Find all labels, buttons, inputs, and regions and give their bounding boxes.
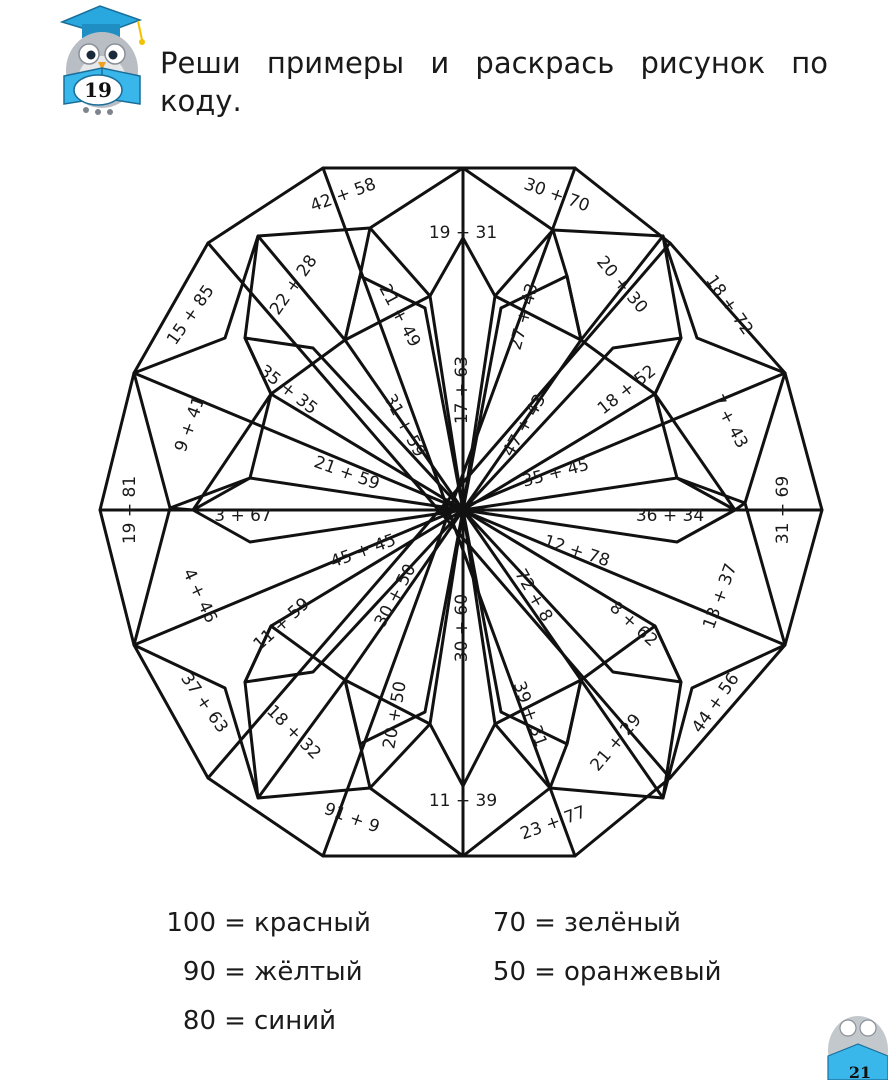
expression-cell: 30 + 50 <box>370 560 421 631</box>
corner-owl-icon <box>814 998 888 1080</box>
expression-cell: 36 + 34 <box>635 506 705 526</box>
legend-item-red <box>160 908 371 938</box>
expression-cell: 30 + 70 <box>521 174 593 217</box>
legend-equals: = <box>534 908 556 938</box>
page-header <box>0 0 888 140</box>
expression-cell: 20 + 50 <box>379 679 411 751</box>
legend-equals: = <box>224 908 246 938</box>
expression-cell: 19 + 81 <box>120 475 140 545</box>
expression-cell: 4 + 46 <box>178 565 221 627</box>
expression-cell: 21 + 59 <box>311 452 383 495</box>
expression-cell: 9 + 41 <box>171 393 210 455</box>
mosaic-mandala <box>95 158 835 868</box>
legend-item-green <box>470 908 681 938</box>
expression-cell: 18 + 32 <box>262 701 325 764</box>
expression-cell: 37 + 63 <box>176 669 232 737</box>
expression-cell: 30 + 60 <box>452 593 472 663</box>
expression-cell: 19 + 31 <box>428 223 498 243</box>
expression-cell: 11 + 39 <box>428 791 498 811</box>
legend-item-yellow <box>160 957 363 987</box>
expression-cell: 18 + 52 <box>593 361 660 419</box>
expression-cell: 91 + 9 <box>321 799 383 838</box>
page-number: 21 <box>848 1063 872 1080</box>
color-legend <box>0 896 888 1036</box>
legend-value: 70 <box>492 908 526 938</box>
expression-cell: 31 + 59 <box>379 390 430 461</box>
expression-cell: 35 + 45 <box>520 454 592 492</box>
expression-cell: 42 + 58 <box>307 174 379 217</box>
expression-cell: 18 + 72 <box>701 271 757 339</box>
expression-cell: 21 + 29 <box>586 710 646 776</box>
legend-value: 80 <box>182 1006 216 1036</box>
expression-cell: 22 + 28 <box>266 251 322 319</box>
legend-value: 100 <box>166 908 216 938</box>
legend-color-name: зелёный <box>564 908 681 938</box>
expression-cell: 11 + 59 <box>249 593 314 655</box>
expression-cell: 44 + 56 <box>688 669 744 737</box>
expression-cell: 15 + 85 <box>163 281 219 349</box>
legend-equals: = <box>224 957 246 987</box>
expression-cell: 45 + 45 <box>327 530 399 573</box>
expression-cell: 72 + 8 <box>510 565 557 626</box>
legend-color-name: синий <box>254 1006 336 1036</box>
legend-color-name: жёлтый <box>254 957 363 987</box>
expression-cell: 13 + 37 <box>699 560 742 632</box>
legend-value: 90 <box>182 957 216 987</box>
task-instruction: Реши примеры и раскрась рисунок по коду. <box>160 46 828 118</box>
expression-cell: 7 + 43 <box>707 391 752 452</box>
legend-value: 50 <box>492 957 526 987</box>
legend-item-orange <box>470 957 722 987</box>
task-number-badge: 19 <box>84 78 112 102</box>
owl-mascot-icon <box>52 0 152 124</box>
expression-cell: 17 + 63 <box>452 355 472 425</box>
legend-equals: = <box>534 957 556 987</box>
expression-cell: 27 + 43 <box>505 281 543 353</box>
expression-cell: 21 + 49 <box>374 280 425 351</box>
legend-color-name: красный <box>254 908 371 938</box>
legend-color-name: оранжевый <box>564 957 722 987</box>
expression-cell: 31 + 69 <box>773 475 793 545</box>
legend-item-blue <box>160 1006 336 1036</box>
expression-cell: 35 + 35 <box>255 361 322 419</box>
expression-cell: 23 + 77 <box>517 802 589 845</box>
expression-cell: 20 + 30 <box>592 252 652 318</box>
legend-equals: = <box>224 1006 246 1036</box>
expression-cell: 39 + 31 <box>508 678 551 750</box>
mandala-figure <box>95 158 835 868</box>
expression-cell: 8 + 62 <box>605 597 662 651</box>
expression-cell: 47 + 43 <box>498 390 551 461</box>
expression-cell: 3 + 67 <box>214 506 272 526</box>
expression-cell: 12 + 78 <box>540 531 613 572</box>
